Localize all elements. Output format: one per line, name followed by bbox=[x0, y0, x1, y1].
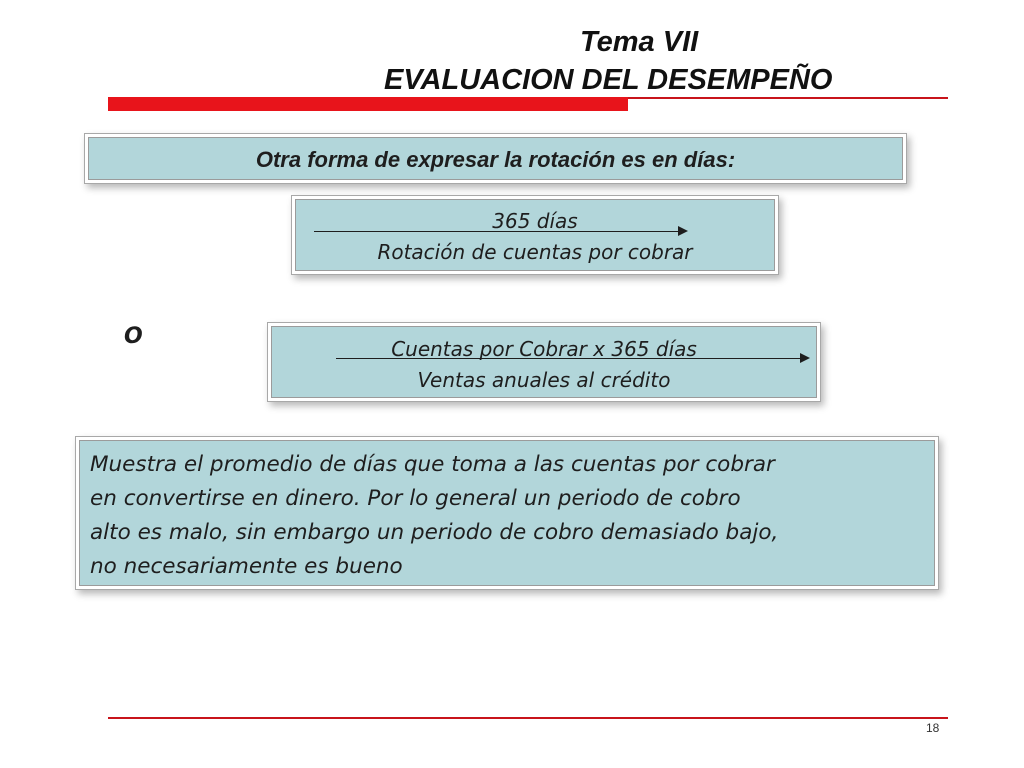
description-line: no necesariamente es bueno bbox=[90, 554, 403, 579]
footer-rule bbox=[108, 717, 948, 719]
title-underline-rule bbox=[628, 97, 948, 99]
connector-or: O bbox=[124, 324, 143, 349]
heading-box bbox=[88, 137, 903, 180]
heading-text: Otra forma de expresar la rotación es en días: bbox=[255, 147, 736, 172]
formula-box-1 bbox=[295, 199, 775, 271]
formula-box-2 bbox=[271, 326, 817, 398]
formula-2-numerator: Cuentas por Cobrar x 365 días bbox=[391, 337, 697, 361]
description-line: alto es malo, sin embargo un periodo de cobro demasiado bajo, bbox=[90, 520, 779, 545]
description-text bbox=[90, 448, 922, 584]
slide-title: Tema VII bbox=[580, 26, 699, 58]
formula-2-denominator: Ventas anuales al crédito bbox=[417, 368, 671, 392]
formula-1-numerator: 365 días bbox=[492, 209, 578, 233]
slide-subtitle: EVALUACION DEL DESEMPEÑO bbox=[384, 64, 833, 96]
description-line: en convertirse en dinero. Por lo general un periodo de cobro bbox=[90, 486, 741, 511]
description-line: Muestra el promedio de días que toma a las cuentas por cobrar bbox=[90, 452, 775, 477]
description-box bbox=[79, 440, 935, 586]
formula-1-denominator: Rotación de cuentas por cobrar bbox=[377, 240, 693, 264]
page-number: 18 bbox=[926, 721, 940, 735]
title-underline-bar bbox=[108, 97, 628, 111]
